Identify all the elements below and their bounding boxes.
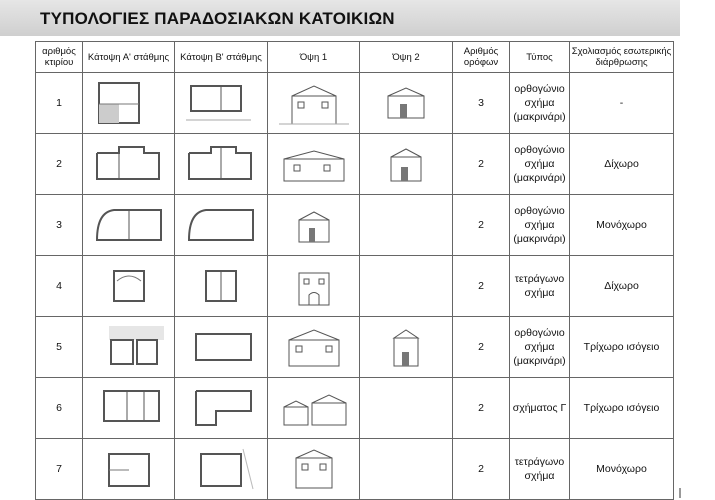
- floor-plan-a-drawing: [83, 378, 175, 439]
- interior-comment: -: [570, 73, 674, 134]
- header-row: [36, 42, 674, 73]
- floor-count: 2: [453, 195, 510, 256]
- floor-plan-b-drawing: [175, 378, 268, 439]
- floor-count: 3: [453, 73, 510, 134]
- typology-table: [35, 41, 674, 500]
- floor-plan-b-drawing: [175, 317, 268, 378]
- floor-plan-a-drawing: [83, 134, 175, 195]
- building-type: ορθογώνιο σχήμα (μακρινάρι): [510, 134, 570, 195]
- elevation-2-drawing: [360, 73, 453, 134]
- interior-comment: Δίχωρο: [570, 134, 674, 195]
- elevation-1-drawing: [268, 439, 360, 500]
- title-bar: [0, 0, 680, 36]
- building-number: 7: [36, 439, 83, 500]
- building-number: 4: [36, 256, 83, 317]
- table-row: [36, 378, 674, 439]
- elevation-1-drawing: [268, 73, 360, 134]
- elevation-2-drawing: [360, 317, 453, 378]
- elevation-1-drawing: [268, 256, 360, 317]
- building-type: τετράγωνο σχήμα: [510, 256, 570, 317]
- table-row: [36, 317, 674, 378]
- floor-plan-b-drawing: [175, 195, 268, 256]
- floor-plan-b-drawing: [175, 256, 268, 317]
- header-cell: αριθμός κτιρίου: [36, 42, 83, 73]
- floor-count: 2: [453, 134, 510, 195]
- floor-count: 2: [453, 317, 510, 378]
- building-number: 2: [36, 134, 83, 195]
- elevation-2-drawing: [360, 134, 453, 195]
- header-cell: Τύπος: [510, 42, 570, 73]
- elevation-1-drawing: [268, 195, 360, 256]
- building-number: 5: [36, 317, 83, 378]
- table-row: [36, 256, 674, 317]
- floor-plan-a-drawing: [83, 256, 175, 317]
- header-cell: Σχολιασμός εσωτερικής διάρθρωσης: [570, 42, 674, 73]
- interior-comment: Μονόχωρο: [570, 439, 674, 500]
- building-type: τετράγωνο σχήμα: [510, 439, 570, 500]
- floor-plan-b-drawing: [175, 134, 268, 195]
- interior-comment: Δίχωρο: [570, 256, 674, 317]
- floor-plan-a-drawing: [83, 439, 175, 500]
- elevation-2-empty: [360, 439, 453, 500]
- interior-comment: Μονόχωρο: [570, 195, 674, 256]
- elevation-2-empty: [360, 195, 453, 256]
- building-type: σχήματος Γ: [510, 378, 570, 439]
- floor-count: 2: [453, 256, 510, 317]
- header-cell: Κάτοψη Α' στάθμης: [83, 42, 175, 73]
- page-title: ΤΥΠΟΛΟΓΙΕΣ ΠΑΡΑΔΟΣΙΑΚΩΝ ΚΑΤΟΙΚΙΩΝ: [40, 9, 395, 28]
- header-cell: Όψη 1: [268, 42, 360, 73]
- building-type: ορθογώνιο σχήμα (μακρινάρι): [510, 195, 570, 256]
- table-row: [36, 439, 674, 500]
- table-row: [36, 134, 674, 195]
- interior-comment: Τρίχωρο ισόγειο: [570, 317, 674, 378]
- elevation-1-drawing: [268, 317, 360, 378]
- interior-comment: Τρίχωρο ισόγειο: [570, 378, 674, 439]
- elevation-1-drawing: [268, 378, 360, 439]
- floor-plan-a-drawing: [83, 73, 175, 134]
- building-type: ορθογώνιο σχήμα (μακρινάρι): [510, 73, 570, 134]
- elevation-2-empty: [360, 256, 453, 317]
- floor-plan-a-drawing: [83, 195, 175, 256]
- building-number: 1: [36, 73, 83, 134]
- header-cell: Κάτοψη Β' στάθμης: [175, 42, 268, 73]
- floor-plan-b-drawing: [175, 73, 268, 134]
- building-number: 6: [36, 378, 83, 439]
- floor-count: 2: [453, 378, 510, 439]
- header-cell: Αριθμός ορόφων: [453, 42, 510, 73]
- floor-plan-a-drawing: [83, 317, 175, 378]
- floor-plan-b-drawing: [175, 439, 268, 500]
- building-number: 3: [36, 195, 83, 256]
- elevation-1-drawing: [268, 134, 360, 195]
- page-marker: [679, 488, 681, 498]
- header-cell: Όψη 2: [360, 42, 453, 73]
- floor-count: 2: [453, 439, 510, 500]
- building-type: ορθογώνιο σχήμα (μακρινάρι): [510, 317, 570, 378]
- table-row: [36, 195, 674, 256]
- table-row: [36, 73, 674, 134]
- elevation-2-empty: [360, 378, 453, 439]
